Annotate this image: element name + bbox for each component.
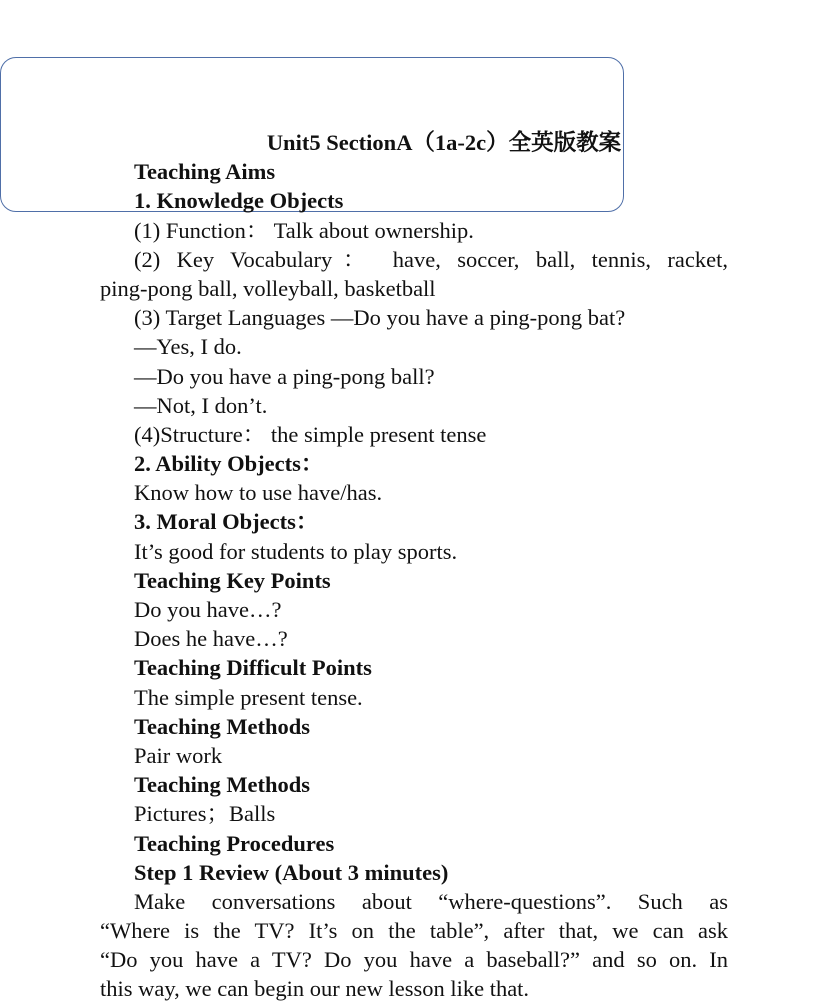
step1-paragraph-line: Make conversations about “where-questions”. Such as	[134, 888, 728, 914]
heading-ability-objects: 2. Ability Objects：	[134, 451, 324, 477]
heading-teaching-methods: Teaching Methods	[134, 713, 311, 739]
difficult-text: The simple present tense.	[134, 684, 363, 710]
key-point-item: Do you have…?	[134, 597, 282, 622]
key-point-item: Does he have…?	[134, 626, 288, 652]
moral-text: It’s good for students to play sports.	[134, 538, 458, 564]
vocabulary-line-1: (2) Key Vocabulary： have, soccer, ball, tennis, racket,	[134, 246, 728, 272]
step1-paragraph-line: this way, we can begin our new lesson like that.	[100, 976, 530, 1002]
dialog-line: —Yes, I do.	[134, 334, 242, 360]
methods-text: Pair work	[134, 742, 223, 768]
heading-teaching-procedures: Teaching Procedures	[134, 830, 335, 856]
heading-difficult-points: Teaching Difficult Points	[134, 655, 372, 681]
heading-teaching-aims: Teaching Aims	[134, 159, 276, 185]
ability-text: Know how to use have/has.	[134, 480, 383, 506]
lesson-plan-document	[100, 128, 728, 1004]
dialog-line: —Do you have a ping-pong ball?	[134, 363, 435, 389]
heading-knowledge-objects: 1. Knowledge Objects	[134, 188, 344, 214]
methods-text: Pictures；Balls	[134, 801, 276, 827]
heading-teaching-methods: Teaching Methods	[134, 772, 311, 798]
target-languages-line: (3) Target Languages —Do you have a ping-pong bat?	[134, 305, 626, 331]
step1-paragraph-line: “Where is the TV? It’s on the table”, after that, we can ask	[100, 918, 728, 944]
step1-paragraph-line: “Do you have a TV? Do you have a baseball?” and so on. In	[100, 947, 728, 973]
function-line: (1) Function： Talk about ownership.	[134, 217, 474, 243]
heading-moral-objects: 3. Moral Objects：	[134, 509, 319, 535]
dialog-line: —Not, I don’t.	[134, 392, 268, 418]
structure-line: (4)Structure： the simple present tense	[134, 421, 487, 447]
document-title: Unit5 SectionA（1a-2c）全英版教案	[266, 130, 622, 155]
vocabulary-line-2: ping-pong ball, volleyball, basketball	[100, 275, 436, 301]
heading-key-points: Teaching Key Points	[134, 567, 331, 593]
heading-step-1: Step 1 Review (About 3 minutes)	[134, 859, 449, 885]
